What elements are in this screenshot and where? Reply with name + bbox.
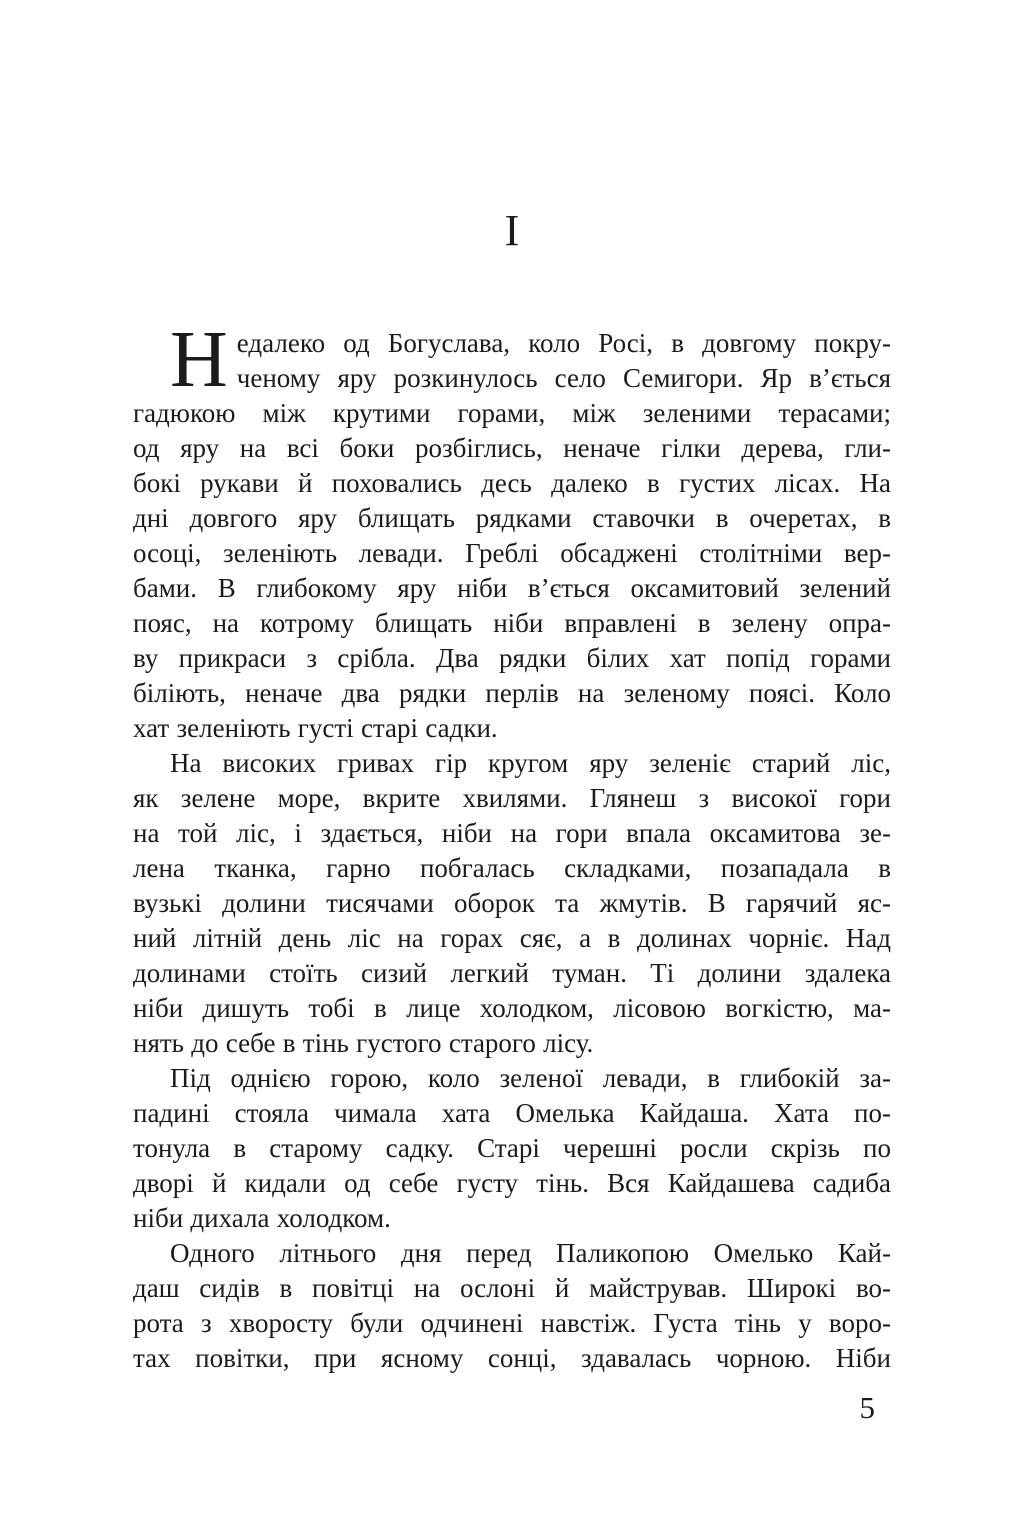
page-number: 5 [859, 1390, 875, 1425]
text-line: ніби дишуть тобі в лице холодком, лісовою вогкістю, ма- [133, 993, 891, 1023]
text-line: вузькі долини тисячами оборок та жмутів. В гарячий яс- [133, 888, 891, 918]
paragraph [133, 1061, 891, 1236]
text-line: тах повітки, при ясному сонці, здавалась чорною. Ніби [133, 1343, 891, 1373]
text-line: Під однією горою, коло зеленої левади, в глибокій за- [170, 1063, 891, 1093]
text-line: ченому яру розкинулось село Семигори. Яр в’ється [236, 363, 891, 393]
text-line: ву прикраси з срібла. Два рядки білих хат попід горами [133, 643, 891, 673]
text-line: ний літній день ліс на горах сяє, а в долинах чорніє. Над [133, 923, 891, 953]
text-line: лена тканка, гарно побгалась складками, позападала в [133, 853, 891, 883]
text-line: на той ліс, і здається, ніби на гори впала оксамитова зе- [133, 818, 891, 848]
text-line: нять до себе в тінь густого старого лісу. [133, 1028, 594, 1058]
text-line: осоці, зеленіють левади. Греблі обсаджені столітніми вер- [133, 538, 891, 568]
paragraph [133, 316, 891, 746]
text-line: бокі рукави й поховались десь далеко в густих лісах. На [133, 468, 891, 498]
text-line: бами. В глибокому яру ніби в’ється оксамитовий зелений [133, 573, 891, 603]
folio [133, 1390, 891, 1425]
drop-cap: Н [170, 316, 228, 404]
text-line: дні довгого яру блищать рядками ставочки в очеретах, в [133, 503, 891, 533]
text-line: ніби дихала холодком. [133, 1203, 391, 1233]
text-line: рота з хворосту були одчинені навстіж. Густа тінь у воро- [133, 1308, 891, 1338]
text-line: Одного літнього дня перед Паликопою Омелько Кай- [170, 1238, 891, 1268]
text-block [133, 316, 891, 1376]
text-line: падині стояла чимала хата Омелька Кайдаша. Хата по- [133, 1098, 891, 1128]
text-line: біліють, неначе два рядки перлів на зеленому поясі. Коло [133, 678, 891, 708]
text-line: На високих гривах гір кругом яру зеленіє старий ліс, [170, 748, 891, 778]
text-line: од яру на всі боки розбіглись, неначе гілки дерева, гли- [133, 433, 891, 463]
text-line: тонула в старому садку. Старі черешні росли скрізь по [133, 1133, 891, 1163]
text-line: хат зеленіють густі старі садки. [133, 713, 498, 743]
chapter-heading: I [504, 206, 520, 255]
text-line: едалеко од Богуслава, коло Росі, в довгому покру- [236, 328, 891, 358]
text-line: даш сидів в повітці на ослоні й майстрував. Широкі во- [133, 1273, 891, 1303]
text-line: як зелене море, вкрите хвилями. Глянеш з високої гори [133, 783, 891, 813]
paragraph [133, 1236, 891, 1376]
text-line: гадюкою між крутими горами, між зеленими терасами; [133, 398, 891, 428]
text-line: пояс, на котрому блищать ніби вправлені в зелену опра- [133, 608, 891, 638]
text-line: дворі й кидали од себе густу тінь. Вся Кайдашева садиба [133, 1168, 891, 1198]
paragraph [133, 746, 891, 1061]
text-line: долинами стоїть сизий легкий туман. Ті долини здалека [133, 958, 891, 988]
